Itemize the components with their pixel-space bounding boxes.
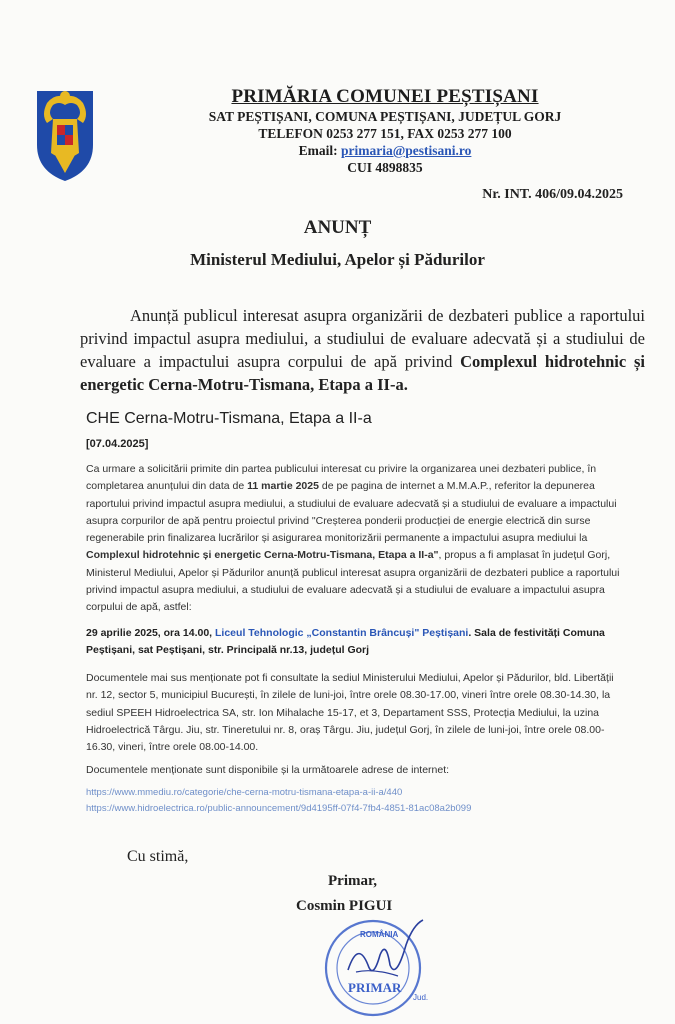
intro-project-name: Complexul hidrotehnic și energetic Cerna-Motru-Tismana, Etapa a II-a. — [80, 352, 645, 394]
cui-line: CUI 4898835 — [347, 160, 423, 175]
p1-text-a: Ca urmare a solicitării primite din partea publicului interesat cu privire la organizarea unei dezbateri publice, în completarea anunțului din data de — [86, 463, 597, 493]
link-mmediu[interactable]: https://www.mmediu.ro/categorie/che-cerna-motru-tismana-etapa-a-ii-a/440 — [86, 787, 403, 798]
closing-salutation: Cu stimă, — [127, 848, 189, 865]
stamp-center-text: PRIMAR — [348, 980, 402, 995]
document-heading: ANUNȚ — [303, 217, 372, 238]
ministry-name: Ministerul Mediului, Apelor și Pădurilor — [190, 250, 485, 269]
phone-line: TELEFON 0253 277 151, FAX 0253 277 100 — [258, 126, 512, 141]
reference-number: Nr. INT. 406/09.04.2025 — [482, 187, 623, 202]
p1-text-b: de pe pagina de internet a M.M.A.P., referitor la depunerea raportului privind impactul asupra mediului, a studiului de evaluare adecvată și a studiului de evaluare a impactului asupra corpurilor de apă pentru proiectul privind "Creșterea ponderii producției de energie electrică din surse regenerabile prin finalizarea lucrărilor și asigurarea monitorizării permanente a impactului asupra mediului la — [86, 480, 617, 545]
p1-project: Complexul hidrotehnic și energetic Cerna-Motru-Tismana, Etapa a II-a" — [86, 549, 439, 562]
intro-paragraph — [80, 304, 645, 396]
link-hidroelectrica[interactable]: https://www.hidroelectrica.ro/public-announcement/9d4195ff-07f4-7fb4-4851-81ac08a2b099 — [86, 803, 472, 814]
event-venue-link[interactable]: Liceul Tehnologic „Constantin Brâncuși" Peștișani — [215, 627, 469, 639]
link-list — [86, 785, 471, 817]
signer-name: Cosmin PIGUI — [296, 898, 393, 914]
notice-title: CHE Cerna-Motru-Tismana, Etapa a II-a — [86, 410, 372, 427]
official-stamp — [318, 910, 433, 1020]
p1-date: 11 martie 2025 — [247, 480, 319, 493]
letterhead — [150, 86, 620, 176]
signer-title: Primar, — [328, 873, 378, 889]
event-time: 29 aprilie 2025, ora 14.00, — [86, 627, 216, 639]
notice-paragraph-1 — [86, 461, 626, 617]
email-line — [150, 142, 620, 159]
email-link[interactable]: primaria@pestisani.ro — [340, 143, 472, 158]
stamp-side-text: Jud. — [413, 993, 429, 1002]
coat-of-arms-icon — [33, 83, 97, 183]
event-details — [86, 625, 616, 659]
event-address: . Sala de festivități Comuna Peștișani, sat Peștișani, str. Principală nr.13, județul Gorj — [86, 627, 605, 656]
email-label: Email: — [298, 143, 341, 158]
address-line: SAT PEȘTIȘANI, COMUNA PEȘTIȘANI, JUDEȚUL GORJ — [208, 109, 562, 124]
intro-text: Anunță publicul interesat asupra organizării de dezbateri publice a raportului privind impactul asupra mediului, a studiului de evaluare adecvată și a studiului de evaluare a impactului asupra corpului de apă privind — [80, 306, 645, 371]
stamp-top-text: ROMÂNIA — [360, 930, 399, 939]
notice-paragraph-3: Documentele menționate sunt disponibile și la următoarele adrese de internet: — [86, 764, 450, 776]
institution-title: PRIMĂRIA COMUNEI PEȘTIȘANI — [231, 86, 539, 107]
p1-text-c: , propus a fi amplasat în județul Gorj, Ministerul Mediului, Apelor și Pădurilor anunță publicul interesat asupra organizării de dezbateri publice a raportului privind impactul asupra mediului, a studiului de evaluare adecvată și a studiului de evaluare a impactului asupra corpului de apă, astfel: — [86, 549, 620, 614]
notice-paragraph-2: Documentele mai sus menționate pot fi consultate la sediul Ministerului Mediului, Apelor și Pădurilor, bld. Libertății nr. 12, sector 5, municipiul București, în zilele de luni-joi, între orele 08.30-17.00, vineri între orele 08.30-14.30, la sediul SPEEH Hidroelectrica SA, str. Ion Mihalache 15-17, et 3, Departament SSS, Protecția Mediului, la uzina Hidroelectrică Târgu. Jiu, str. Tineretului nr. 8, oraș Târgu. Jiu, județul Gorj, în zilele de luni-joi, între orele 08.00-16.30, vineri, între orele 08.00-14.00. — [86, 672, 614, 754]
notice-date: [07.04.2025] — [86, 438, 149, 450]
signature-stroke — [348, 920, 423, 971]
